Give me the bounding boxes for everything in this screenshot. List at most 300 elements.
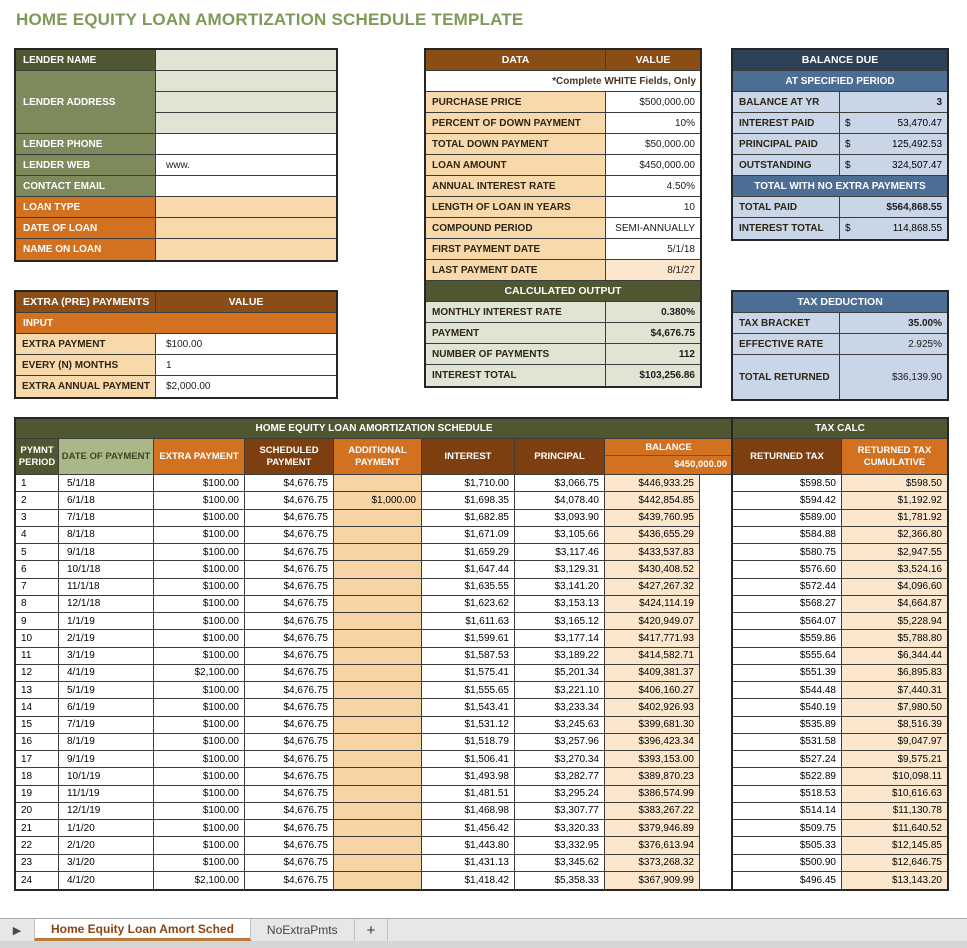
every-n-months-input[interactable]: 1 [156, 355, 336, 376]
schedule-cell[interactable]: $100.00 [154, 492, 245, 509]
tax-calc-cell[interactable]: $496.45 [733, 872, 842, 889]
schedule-cell[interactable]: $4,676.75 [245, 492, 334, 509]
schedule-cell[interactable]: $414,582.71 [605, 648, 700, 665]
date-of-loan-input[interactable] [156, 218, 336, 239]
spacer-cell [700, 751, 732, 768]
tax-calc-cell[interactable]: $11,130.78 [842, 803, 947, 820]
tax-calc-cell[interactable]: $500.90 [733, 855, 842, 872]
schedule-cell[interactable]: 6/1/19 [59, 699, 154, 716]
col-extra-payment: EXTRA PAYMENT [154, 439, 245, 475]
schedule-cell[interactable]: $100.00 [154, 699, 245, 716]
schedule-cell[interactable]: $442,854.85 [605, 492, 700, 509]
schedule-cell[interactable]: 11/1/18 [59, 579, 154, 596]
schedule-cell[interactable]: $1,431.13 [422, 855, 515, 872]
bottom-scrollbar-track[interactable] [0, 941, 967, 948]
schedule-cell[interactable]: $1,443.80 [422, 837, 515, 854]
schedule-cell[interactable]: $1,682.85 [422, 510, 515, 527]
schedule-cell[interactable]: $379,946.89 [605, 820, 700, 837]
schedule-cell[interactable] [334, 544, 422, 561]
schedule-cell[interactable]: $402,926.93 [605, 699, 700, 716]
schedule-cell[interactable]: 8 [16, 596, 59, 613]
tax-calc-cell[interactable]: $535.89 [733, 717, 842, 734]
schedule-cell[interactable]: $3,245.63 [515, 717, 605, 734]
schedule-cell[interactable]: $433,537.83 [605, 544, 700, 561]
schedule-cell[interactable]: 13 [16, 682, 59, 699]
schedule-cell[interactable]: $446,933.25 [605, 475, 700, 492]
tax-calc-cell[interactable]: $2,947.55 [842, 544, 947, 561]
schedule-cell[interactable]: $100.00 [154, 596, 245, 613]
spacer-cell [700, 734, 732, 751]
schedule-cell[interactable]: $4,676.75 [245, 527, 334, 544]
tax-calc-cell[interactable]: $576.60 [733, 561, 842, 578]
schedule-cell[interactable]: 2 [16, 492, 59, 509]
tax-calc-cell[interactable]: $6,344.44 [842, 648, 947, 665]
schedule-cell[interactable]: $4,676.75 [245, 820, 334, 837]
schedule-cell[interactable] [334, 648, 422, 665]
schedule-cell[interactable]: $3,153.13 [515, 596, 605, 613]
schedule-cell[interactable]: 10/1/18 [59, 561, 154, 578]
schedule-cell[interactable] [334, 768, 422, 785]
first-payment-date-label: FIRST PAYMENT DATE [426, 239, 606, 260]
schedule-cell[interactable]: 3/1/19 [59, 648, 154, 665]
schedule-cell[interactable]: $3,141.20 [515, 579, 605, 596]
schedule-cell[interactable]: 12 [16, 665, 59, 682]
schedule-row [16, 837, 732, 854]
purchase-price-input[interactable]: $500,000.00 [606, 92, 700, 113]
schedule-cell[interactable]: $5,201.34 [515, 665, 605, 682]
tax-calc-cell[interactable]: $598.50 [842, 475, 947, 492]
tax-calc-cell[interactable]: $12,145.85 [842, 837, 947, 854]
schedule-cell[interactable] [334, 682, 422, 699]
schedule-cell[interactable]: $399,681.30 [605, 717, 700, 734]
schedule-cell[interactable] [334, 734, 422, 751]
schedule-cell[interactable]: 12/1/18 [59, 596, 154, 613]
last-payment-date-label: LAST PAYMENT DATE [426, 260, 606, 281]
tax-calc-cell[interactable]: $559.86 [733, 630, 842, 647]
schedule-cell[interactable]: 8/1/19 [59, 734, 154, 751]
schedule-cell[interactable]: $386,574.99 [605, 786, 700, 803]
schedule-cell[interactable]: $100.00 [154, 561, 245, 578]
schedule-cell[interactable]: 23 [16, 855, 59, 872]
schedule-cell[interactable]: $4,676.75 [245, 596, 334, 613]
schedule-cell[interactable]: $4,676.75 [245, 544, 334, 561]
tax-calc-cell[interactable]: $540.19 [733, 699, 842, 716]
schedule-cell[interactable]: $100.00 [154, 786, 245, 803]
contact-email-input[interactable] [156, 176, 336, 197]
first-payment-date-input[interactable]: 5/1/18 [606, 239, 700, 260]
tax-calc-row [733, 837, 947, 854]
every-n-months-label: EVERY (N) MONTHS [16, 355, 156, 376]
sheet-scroll-button[interactable] [0, 919, 34, 941]
schedule-cell[interactable]: $100.00 [154, 544, 245, 561]
schedule-cell[interactable] [334, 665, 422, 682]
schedule-cell[interactable]: 3 [16, 510, 59, 527]
tax-calc-row [733, 820, 947, 837]
balance-at-yr-input[interactable]: 3 [840, 92, 947, 113]
tax-bracket-input[interactable]: 35.00% [840, 313, 947, 334]
schedule-cell[interactable]: 4 [16, 527, 59, 544]
tax-calc-cell[interactable]: $594.42 [733, 492, 842, 509]
extra-payments-table [14, 290, 338, 399]
tab-home-equity-loan-amort-sched[interactable] [34, 919, 251, 941]
schedule-cell[interactable]: $4,676.75 [245, 872, 334, 889]
tax-calc-cell[interactable]: $505.33 [733, 837, 842, 854]
schedule-cell[interactable]: $1,531.12 [422, 717, 515, 734]
schedule-cell[interactable]: $373,268.32 [605, 855, 700, 872]
schedule-cell[interactable]: $1,599.61 [422, 630, 515, 647]
col-interest: INTEREST [422, 439, 515, 475]
schedule-cell[interactable]: $2,100.00 [154, 872, 245, 889]
schedule-cell[interactable]: 20 [16, 803, 59, 820]
tax-calc-cell[interactable]: $13,143.20 [842, 872, 947, 889]
tax-calc-cell[interactable]: $4,096.60 [842, 579, 947, 596]
schedule-cell[interactable]: 19 [16, 786, 59, 803]
schedule-cell[interactable]: $1,000.00 [334, 492, 422, 509]
add-sheet-button[interactable] [355, 919, 389, 941]
schedule-cell[interactable] [334, 630, 422, 647]
schedule-cell[interactable]: $2,100.00 [154, 665, 245, 682]
schedule-cell[interactable] [334, 579, 422, 596]
schedule-cell[interactable] [334, 855, 422, 872]
schedule-cell[interactable]: $100.00 [154, 510, 245, 527]
schedule-cell[interactable]: 11/1/19 [59, 786, 154, 803]
tax-calc-cell[interactable]: $6,895.83 [842, 665, 947, 682]
tax-calc-cell[interactable]: $2,366.80 [842, 527, 947, 544]
schedule-cell[interactable]: 2/1/19 [59, 630, 154, 647]
schedule-cell[interactable]: $3,233.34 [515, 699, 605, 716]
schedule-cell[interactable]: $424,114.19 [605, 596, 700, 613]
tax-calc-cell[interactable]: $3,524.16 [842, 561, 947, 578]
col-balance: BALANCE $450,000.00 [605, 439, 732, 475]
schedule-cell[interactable]: 6/1/18 [59, 492, 154, 509]
tax-calc-cell[interactable]: $7,440.31 [842, 682, 947, 699]
schedule-cell[interactable]: $1,623.62 [422, 596, 515, 613]
tax-calc-cell[interactable]: $589.00 [733, 510, 842, 527]
schedule-cell[interactable] [334, 561, 422, 578]
schedule-cell[interactable]: $5,358.33 [515, 872, 605, 889]
schedule-cell[interactable]: $1,543.41 [422, 699, 515, 716]
schedule-cell[interactable]: $3,117.46 [515, 544, 605, 561]
schedule-cell[interactable]: $100.00 [154, 579, 245, 596]
compound-period-input[interactable]: SEMI-ANNUALLY [606, 218, 700, 239]
total-down-value[interactable]: $50,000.00 [606, 134, 700, 155]
schedule-cell[interactable]: $1,659.29 [422, 544, 515, 561]
schedule-cell[interactable]: $1,698.35 [422, 492, 515, 509]
schedule-cell[interactable]: $100.00 [154, 751, 245, 768]
schedule-cell[interactable]: $3,320.33 [515, 820, 605, 837]
schedule-row [16, 492, 732, 509]
schedule-cell[interactable]: $4,676.75 [245, 803, 334, 820]
schedule-cell[interactable]: $100.00 [154, 527, 245, 544]
schedule-cell[interactable]: $427,267.32 [605, 579, 700, 596]
schedule-cell[interactable]: $4,676.75 [245, 665, 334, 682]
schedule-cell[interactable]: $1,647.44 [422, 561, 515, 578]
schedule-cell[interactable]: 5/1/18 [59, 475, 154, 492]
schedule-cell[interactable]: 4/1/19 [59, 665, 154, 682]
tax-calc-cell[interactable]: $7,980.50 [842, 699, 947, 716]
schedule-cell[interactable]: $4,676.75 [245, 613, 334, 630]
schedule-cell[interactable]: $367,909.99 [605, 872, 700, 889]
schedule-cell[interactable]: $3,189.22 [515, 648, 605, 665]
schedule-row [16, 872, 732, 889]
schedule-cell[interactable]: $1,456.42 [422, 820, 515, 837]
tax-calc-cell[interactable]: $527.24 [733, 751, 842, 768]
schedule-cell[interactable]: $3,093.90 [515, 510, 605, 527]
schedule-cell[interactable]: 5/1/19 [59, 682, 154, 699]
schedule-cell[interactable]: 2/1/20 [59, 837, 154, 854]
schedule-cell[interactable]: 14 [16, 699, 59, 716]
schedule-cell[interactable]: $1,555.65 [422, 682, 515, 699]
schedule-cell[interactable]: $100.00 [154, 630, 245, 647]
schedule-cell[interactable]: 8/1/18 [59, 527, 154, 544]
schedule-row [16, 803, 732, 820]
number-of-payments-label: NUMBER OF PAYMENTS [426, 344, 606, 365]
schedule-cell[interactable]: $4,676.75 [245, 786, 334, 803]
schedule-cell[interactable]: 9/1/18 [59, 544, 154, 561]
schedule-cell[interactable]: 21 [16, 820, 59, 837]
total-paid-label: TOTAL PAID [733, 197, 840, 218]
schedule-cell[interactable]: $4,078.40 [515, 492, 605, 509]
schedule-cell[interactable]: $4,676.75 [245, 734, 334, 751]
schedule-cell[interactable]: $1,575.41 [422, 665, 515, 682]
schedule-cell[interactable]: $4,676.75 [245, 837, 334, 854]
schedule-cell[interactable] [334, 613, 422, 630]
schedule-cell[interactable]: $409,381.37 [605, 665, 700, 682]
schedule-cell[interactable]: $417,771.93 [605, 630, 700, 647]
schedule-row [16, 613, 732, 630]
schedule-cell[interactable] [334, 786, 422, 803]
schedule-cell[interactable]: $100.00 [154, 803, 245, 820]
schedule-cell[interactable] [334, 872, 422, 889]
schedule-cell[interactable] [334, 751, 422, 768]
schedule-cell[interactable]: $3,270.34 [515, 751, 605, 768]
lender-name-input[interactable] [156, 50, 336, 71]
schedule-cell[interactable]: $3,257.96 [515, 734, 605, 751]
schedule-cell[interactable]: $4,676.75 [245, 648, 334, 665]
schedule-cell[interactable]: 7/1/19 [59, 717, 154, 734]
schedule-cell[interactable] [334, 717, 422, 734]
tax-calc-cell[interactable]: $5,788.80 [842, 630, 947, 647]
schedule-cell[interactable]: $4,676.75 [245, 561, 334, 578]
schedule-cell[interactable]: $100.00 [154, 613, 245, 630]
tax-calc-cell[interactable]: $9,047.97 [842, 734, 947, 751]
schedule-cell[interactable]: $3,221.10 [515, 682, 605, 699]
schedule-cell[interactable]: 7/1/18 [59, 510, 154, 527]
total-paid-value: $564,868.55 [840, 197, 947, 218]
tax-calc-cell[interactable]: $1,192.92 [842, 492, 947, 509]
tax-calc-cell[interactable]: $12,646.75 [842, 855, 947, 872]
schedule-cell[interactable]: $376,613.94 [605, 837, 700, 854]
schedule-cell[interactable]: $1,710.00 [422, 475, 515, 492]
schedule-cell[interactable]: 24 [16, 872, 59, 889]
schedule-cell[interactable]: $3,295.24 [515, 786, 605, 803]
schedule-cell[interactable]: 1/1/20 [59, 820, 154, 837]
schedule-cell[interactable]: 1 [16, 475, 59, 492]
tax-calc-cell[interactable]: $544.48 [733, 682, 842, 699]
schedule-row [16, 786, 732, 803]
schedule-cell[interactable]: $4,676.75 [245, 751, 334, 768]
schedule-cell[interactable]: $1,611.63 [422, 613, 515, 630]
schedule-cell[interactable]: 6 [16, 561, 59, 578]
tax-calc-table [731, 417, 949, 891]
schedule-cell[interactable]: 5 [16, 544, 59, 561]
extra-payment-input[interactable]: $100.00 [156, 334, 336, 355]
schedule-cell[interactable]: $389,870.23 [605, 768, 700, 785]
tab-noextrapmts[interactable] [251, 919, 355, 941]
tax-calc-cell[interactable]: $514.14 [733, 803, 842, 820]
tax-calc-cell[interactable]: $10,098.11 [842, 768, 947, 785]
schedule-cell[interactable]: 3/1/20 [59, 855, 154, 872]
lender-web-input[interactable]: www. [156, 155, 336, 176]
schedule-cell[interactable]: 1/1/19 [59, 613, 154, 630]
schedule-cell[interactable]: $4,676.75 [245, 630, 334, 647]
schedule-cell[interactable]: $4,676.75 [245, 579, 334, 596]
tax-calc-cell[interactable]: $564.07 [733, 613, 842, 630]
schedule-cell[interactable]: $430,408.52 [605, 561, 700, 578]
schedule-cell[interactable]: $4,676.75 [245, 475, 334, 492]
last-payment-date-value[interactable]: 8/1/27 [606, 260, 700, 281]
schedule-cell[interactable]: $3,105.66 [515, 527, 605, 544]
schedule-cell[interactable]: $1,518.79 [422, 734, 515, 751]
schedule-cell[interactable]: 7 [16, 579, 59, 596]
schedule-cell[interactable]: $4,676.75 [245, 682, 334, 699]
schedule-cell[interactable] [334, 475, 422, 492]
schedule-cell[interactable]: 16 [16, 734, 59, 751]
schedule-cell[interactable]: $1,418.42 [422, 872, 515, 889]
schedule-cell[interactable]: $1,493.98 [422, 768, 515, 785]
spacer-cell [700, 648, 732, 665]
schedule-cell[interactable]: 12/1/19 [59, 803, 154, 820]
schedule-cell[interactable]: 11 [16, 648, 59, 665]
schedule-cell[interactable]: $1,506.41 [422, 751, 515, 768]
tax-calc-cell[interactable]: $572.44 [733, 579, 842, 596]
schedule-cell[interactable]: $1,587.53 [422, 648, 515, 665]
schedule-cell[interactable]: $3,129.31 [515, 561, 605, 578]
schedule-cell[interactable]: 10 [16, 630, 59, 647]
schedule-cell[interactable]: 22 [16, 837, 59, 854]
tax-calc-cell[interactable]: $531.58 [733, 734, 842, 751]
principal-paid-label: PRINCIPAL PAID [733, 134, 840, 155]
lender-phone-input[interactable] [156, 134, 336, 155]
schedule-cell[interactable]: $439,760.95 [605, 510, 700, 527]
tax-calc-cell[interactable]: $5,228.94 [842, 613, 947, 630]
tax-calc-cell[interactable]: $509.75 [733, 820, 842, 837]
tax-calc-cell[interactable]: $522.89 [733, 768, 842, 785]
annual-interest-rate-input[interactable]: 4.50% [606, 176, 700, 197]
schedule-cell[interactable]: $436,655.29 [605, 527, 700, 544]
schedule-cell[interactable]: $4,676.75 [245, 768, 334, 785]
schedule-cell[interactable]: $3,066.75 [515, 475, 605, 492]
schedule-cell[interactable] [334, 596, 422, 613]
tax-calc-cell[interactable]: $8,516.39 [842, 717, 947, 734]
schedule-cell[interactable]: $100.00 [154, 837, 245, 854]
schedule-cell[interactable]: $3,177.14 [515, 630, 605, 647]
schedule-cell[interactable]: $3,307.77 [515, 803, 605, 820]
tax-calc-cell[interactable]: $598.50 [733, 475, 842, 492]
schedule-cell[interactable]: 10/1/19 [59, 768, 154, 785]
schedule-cell[interactable]: 18 [16, 768, 59, 785]
percent-down-input[interactable]: 10% [606, 113, 700, 134]
tax-calc-cell[interactable]: $9,575.21 [842, 751, 947, 768]
schedule-cell[interactable]: $393,153.00 [605, 751, 700, 768]
schedule-cell[interactable]: $383,267.22 [605, 803, 700, 820]
schedule-row [16, 510, 732, 527]
schedule-cell[interactable]: $4,676.75 [245, 510, 334, 527]
schedule-cell[interactable]: $100.00 [154, 820, 245, 837]
lender-address-input-2[interactable] [156, 92, 336, 113]
schedule-row [16, 561, 732, 578]
schedule-cell[interactable]: 9/1/19 [59, 751, 154, 768]
schedule-cell[interactable] [334, 837, 422, 854]
monthly-interest-rate-label: MONTHLY INTEREST RATE [426, 302, 606, 323]
loan-length-input[interactable]: 10 [606, 197, 700, 218]
schedule-cell[interactable]: $3,282.77 [515, 768, 605, 785]
tax-calc-cell[interactable]: $551.39 [733, 665, 842, 682]
tax-calc-cell[interactable]: $580.75 [733, 544, 842, 561]
schedule-cell[interactable]: $1,635.55 [422, 579, 515, 596]
schedule-cell[interactable]: $1,671.09 [422, 527, 515, 544]
schedule-cell[interactable]: $1,481.51 [422, 786, 515, 803]
schedule-cell[interactable] [334, 510, 422, 527]
extra-annual-payment-input[interactable]: $2,000.00 [156, 376, 336, 397]
lender-address-input-3[interactable] [156, 113, 336, 134]
lender-phone-label: LENDER PHONE [16, 134, 156, 155]
name-on-loan-input[interactable] [156, 239, 336, 260]
schedule-cell[interactable]: $100.00 [154, 648, 245, 665]
schedule-cell[interactable]: $4,676.75 [245, 699, 334, 716]
schedule-cell[interactable]: 9 [16, 613, 59, 630]
schedule-cell[interactable]: $100.00 [154, 855, 245, 872]
loan-type-input[interactable] [156, 197, 336, 218]
schedule-cell[interactable] [334, 820, 422, 837]
schedule-cell[interactable] [334, 803, 422, 820]
loan-amount-value[interactable]: $450,000.00 [606, 155, 700, 176]
tax-calc-cell[interactable]: $568.27 [733, 596, 842, 613]
schedule-cell[interactable]: $4,676.75 [245, 717, 334, 734]
tax-calc-row [733, 734, 947, 751]
schedule-cell[interactable]: $3,332.95 [515, 837, 605, 854]
schedule-cell[interactable]: 17 [16, 751, 59, 768]
schedule-cell[interactable]: $3,165.12 [515, 613, 605, 630]
tax-calc-cell[interactable]: $10,616.63 [842, 786, 947, 803]
schedule-cell[interactable]: $100.00 [154, 768, 245, 785]
schedule-cell[interactable] [334, 527, 422, 544]
tax-calc-row [733, 665, 947, 682]
schedule-cell[interactable]: $1,468.98 [422, 803, 515, 820]
spacer-cell [700, 717, 732, 734]
schedule-cell[interactable]: 15 [16, 717, 59, 734]
schedule-cell[interactable]: $420,949.07 [605, 613, 700, 630]
schedule-cell[interactable]: 4/1/20 [59, 872, 154, 889]
schedule-cell[interactable]: $100.00 [154, 682, 245, 699]
tax-calc-cell[interactable]: $11,640.52 [842, 820, 947, 837]
schedule-cell[interactable]: $4,676.75 [245, 855, 334, 872]
schedule-cell[interactable]: $100.00 [154, 734, 245, 751]
tax-calc-cell[interactable]: $1,781.92 [842, 510, 947, 527]
tax-calc-cell[interactable]: $555.64 [733, 648, 842, 665]
tax-calc-cell[interactable]: $4,664.87 [842, 596, 947, 613]
schedule-cell[interactable]: $3,345.62 [515, 855, 605, 872]
tax-calc-cell[interactable]: $584.88 [733, 527, 842, 544]
schedule-cell[interactable]: $406,160.27 [605, 682, 700, 699]
outstanding-value: $ 324,507.47 [840, 155, 947, 176]
schedule-cell[interactable]: $100.00 [154, 475, 245, 492]
schedule-cell[interactable]: $100.00 [154, 717, 245, 734]
lender-address-input-1[interactable] [156, 71, 336, 92]
tax-calc-cell[interactable]: $518.53 [733, 786, 842, 803]
schedule-cell[interactable]: $396,423.34 [605, 734, 700, 751]
schedule-cell[interactable] [334, 699, 422, 716]
